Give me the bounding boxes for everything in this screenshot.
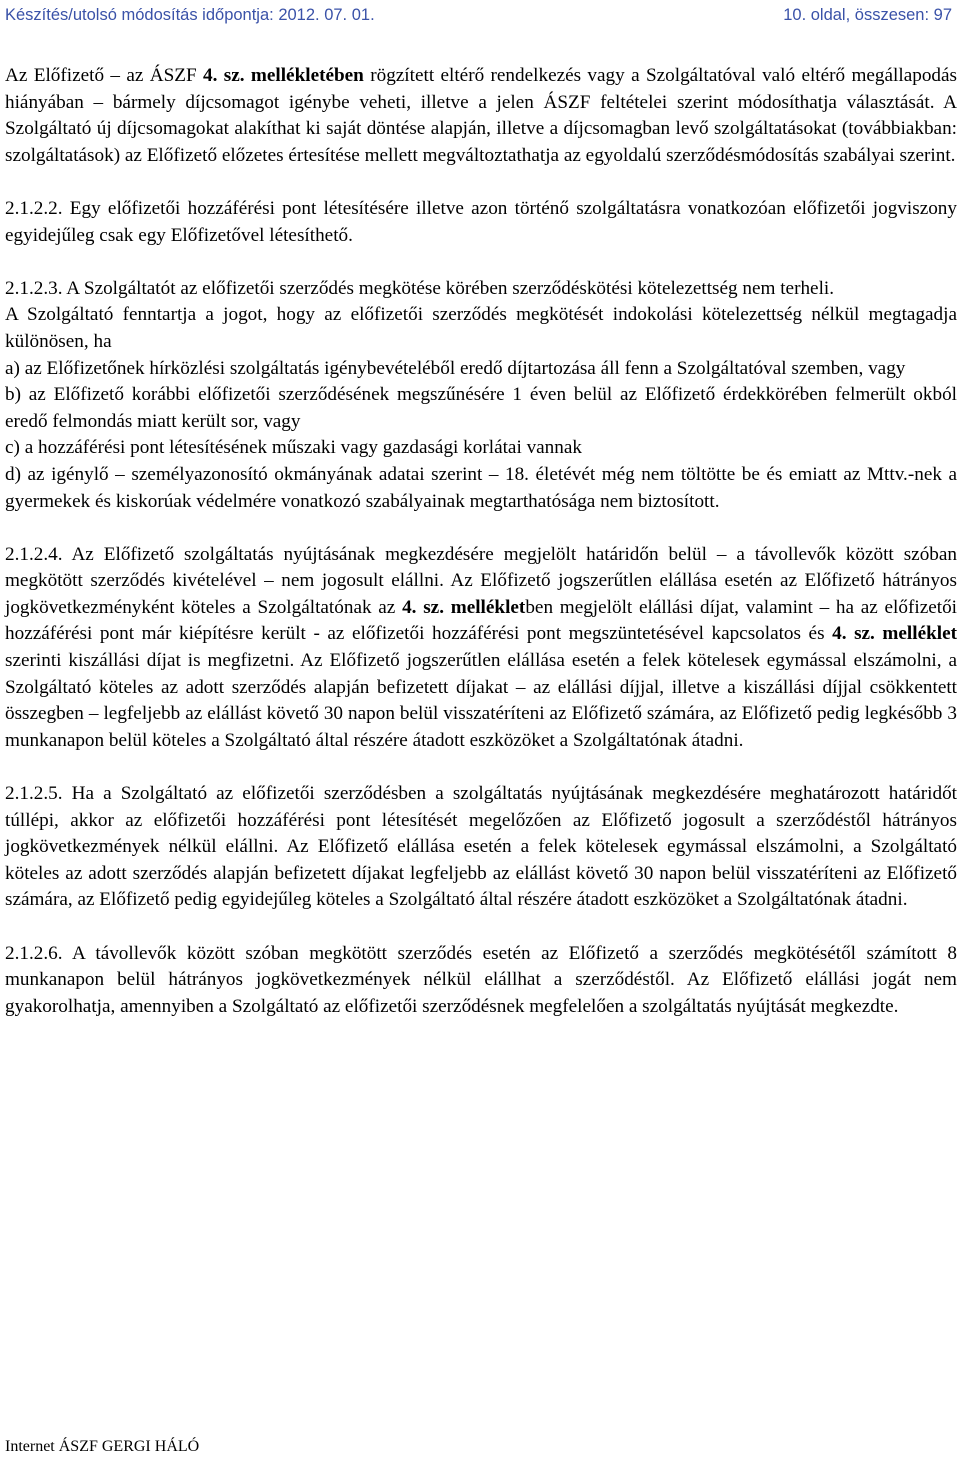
paragraph-text: b) az Előfizető korábbi előfizetői szerződésének megszűnésére 1 éven belül az Előfizető érdekkörében felmerült okból eredő felmondás miatt került sor, vagy — [5, 384, 957, 432]
page-number: 10. oldal, összesen: 97 — [783, 6, 952, 24]
paragraph-2124 — [5, 542, 957, 755]
paragraph-2123 — [5, 276, 957, 303]
paragraph-text: A Szolgáltató fenntartja a jogot, hogy az előfizetői szerződés megkötését indokolási kötelezettség nélkül megtagadja különösen, ha — [5, 304, 957, 352]
paragraph-2125 — [5, 781, 957, 914]
document-date: Készítés/utolsó módosítás időpontja: 2012. 07. 01. — [5, 6, 375, 24]
paragraph-text: 2.1.2.5. Ha a Szolgáltató az előfizetői szerződésben a szolgáltatás nyújtásának megkezdésére meghatározott határidőt túllépi, akkor az előfizetői hozzáférési pont létesítését megelőzően az Előfizető jogosult a szerződéstől hátrányos jogkövetkezmények nélkül elállni. Az Előfizető elállása esetén a felek kötelesek egymással elszámolni, a Szolgáltató köteles az adott szerződés alapján befizetett díjakat legfeljebb az elállást követő 30 napon belül visszatéríteni az Előfizető számára, az Előfizető pedig egyidejűleg köteles a Szolgáltató által részére átadott eszközöket a Szolgáltatónak átadni. — [5, 783, 957, 911]
paragraph-text: 2.1.2.6. A távollevők között szóban megkötött szerződés esetén az Előfizető a szerződés megkötésétől számított 8 munkanapon belül hátrányos jogkövetkezmények nélkül elállhat a szerződéstől. Az Előfizető elállási jogát nem gyakorolhatja, amennyiben a Szolgáltató az előfizetői szerződésnek megfelelően a szolgáltatás nyújtását megkezdte. — [5, 942, 957, 1017]
paragraph-text: a) az Előfizetőnek hírközlési szolgáltatás igénybevételéből eredő díjtartozása áll fenn a Szolgáltatóval szemben, vagy — [5, 357, 906, 379]
paragraph-text: c) a hozzáférési pont létesítésének műszaki vagy gazdasági korlátai vannak — [5, 437, 582, 459]
document-body — [5, 63, 957, 1020]
paragraph-2123-b — [5, 302, 957, 355]
paragraph-text: 2.1.2.2. Egy előfizetői hozzáférési pont létesítésére illetve azon történő szolgáltatásra vonatkozóan előfizetői jogviszony egyidejűleg csak egy Előfizetővel létesíthető. — [5, 197, 957, 246]
page-footer: Internet ÁSZF GERGI HÁLÓ — [5, 1438, 200, 1455]
paragraph-text: d) az igénylő – személyazonosító okmányának adatai szerint – 18. életévét még nem töltötte be és emiatt az Mttv.-nek a gyermekek és kiskorúak védelmére vonatkozó szabályainak megtarthatósága nem biztosított. — [5, 463, 957, 512]
paragraph-2122 — [5, 196, 957, 249]
paragraph-text: Az Előfizető – az ÁSZF — [5, 65, 204, 86]
paragraph-intro — [5, 63, 957, 169]
paragraph-text: ben megjelölt elállási díjat, valamint – ha az előfizetői hozzáférési pont már kiépítésre került - az előfizetői hozzáférési pont megszüntetésével kapcsolatos és — [5, 596, 957, 645]
paragraph-text: 2.1.2.3. A Szolgáltatót az előfizetői szerződés megkötése körében szerződéskötési kötelezettség nem terheli. — [5, 277, 835, 299]
paragraph-item-c — [5, 435, 957, 462]
paragraph-2126 — [5, 941, 957, 1021]
bold-reference: 4. sz. melléklet — [832, 623, 957, 645]
paragraph-text: 2.1.2.4. Az Előfizető szolgáltatás nyújtásának megkezdésére megjelölt határidőn belül – a távollevők között szóban megkötött szerződés kivételével – nem jogosult elállni. Az Előfizető jogszerűtlen elállása esetén az Előfizető hátrányos jogkövetkezményként köteles a Szolgáltatónak az — [5, 543, 957, 618]
bold-reference: 4. sz. melléklet — [402, 596, 526, 618]
paragraph-item-d — [5, 462, 957, 515]
paragraph-item-b — [5, 382, 957, 435]
paragraph-text: rögzített eltérő rendelkezés vagy a Szolgáltatóval való eltérő megállapodás hiányában – bármely díjcsomagot igénybe veheti, illetve a jelen ÁSZF feltételei szerint módosíthatja választását. A Szolgáltató új díjcsomagokat alakíthat ki saját döntése alapján, illetve a díjcsomagban levő szolgáltatásokat (továbbiakban: szolgáltatások) az Előfizető előzetes értesítése mellett megváltoztathatja az egyoldalú szerződésmódosítás szabályai szerint. — [5, 65, 957, 166]
bold-reference: 4. sz. mellékletében — [203, 65, 364, 86]
paragraph-item-a — [5, 356, 957, 383]
paragraph-text: szerinti kiszállási díjat is megfizetni. Az Előfizető jogszerűtlen elállása esetén a felek kötelesek egymással elszámolni, a Szolgáltató köteles az adott szerződés alapján befizetett díjakat – az elállási díjjal, illetve a kiszállási díjjal csökkentett összegben – legfeljebb az elállást követő 30 napon belül visszatéríteni az Előfizető számára, az Előfizető pedig legkésőbb 3 munkanapon belül köteles a Szolgáltató által részére átadott eszközöket a Szolgáltatónak átadni. — [5, 650, 957, 751]
page-header — [5, 6, 955, 34]
